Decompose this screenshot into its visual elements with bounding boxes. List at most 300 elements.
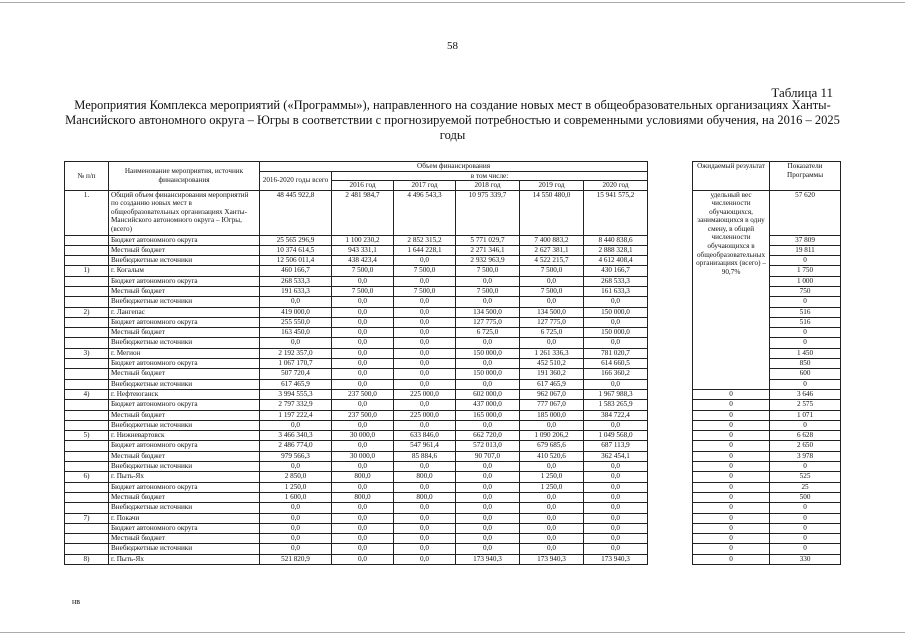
cell-y2019: 7 400 883,2 — [520, 235, 584, 245]
spacer-cell — [648, 554, 693, 564]
cell-y2020: 0,0 — [584, 482, 648, 492]
row-name: Бюджет автономного округа — [109, 235, 260, 245]
cell-y2018: 0,0 — [456, 276, 520, 286]
cell-total: 507 720,4 — [260, 369, 332, 379]
spacer-cell — [648, 420, 693, 430]
cell-total: 3 994 555,3 — [260, 389, 332, 399]
cell-y2018: 572 013,0 — [456, 441, 520, 451]
cell-indicator: 0 — [770, 379, 841, 389]
header-total: 2016-2020 годы всего — [260, 171, 332, 190]
row-number — [65, 328, 109, 338]
cell-indicator: 525 — [770, 472, 841, 482]
row-number — [65, 297, 109, 307]
cell-y2016: 0,0 — [332, 523, 394, 533]
cell-y2020: 2 888 328,1 — [584, 245, 648, 255]
cell-indicator: 0 — [770, 338, 841, 348]
table-row — [65, 492, 841, 502]
cell-y2017: 2 852 315,2 — [394, 235, 456, 245]
cell-result: 0 — [693, 462, 770, 472]
cell-indicator: 0 — [770, 523, 841, 533]
cell-total: 48 445 922,8 — [260, 190, 332, 235]
table-row — [65, 190, 841, 235]
table-row — [65, 462, 841, 472]
row-number — [65, 317, 109, 327]
row-number — [65, 276, 109, 286]
cell-result: 0 — [693, 482, 770, 492]
cell-y2020: 150 000,0 — [584, 328, 648, 338]
cell-total: 0,0 — [260, 544, 332, 554]
cell-indicator: 850 — [770, 359, 841, 369]
cell-y2016: 943 331,1 — [332, 245, 394, 255]
cell-indicator: 25 — [770, 482, 841, 492]
cell-y2017: 7 500,0 — [394, 286, 456, 296]
cell-y2019: 1 261 336,3 — [520, 348, 584, 358]
cell-y2019: 679 685,6 — [520, 441, 584, 451]
row-name: Местный бюджет — [109, 451, 260, 461]
cell-y2016: 0,0 — [332, 503, 394, 513]
row-name: г. Лангепас — [109, 307, 260, 317]
row-name: Местный бюджет — [109, 286, 260, 296]
cell-y2018: 0,0 — [456, 359, 520, 369]
cell-y2019: 14 550 480,0 — [520, 190, 584, 235]
row-name: г. Пыть-Ях — [109, 554, 260, 564]
row-number: 8) — [65, 554, 109, 564]
cell-y2018: 7 500,0 — [456, 266, 520, 276]
footer-mark: нв — [72, 597, 81, 606]
cell-indicator: 516 — [770, 317, 841, 327]
cell-y2018: 437 000,0 — [456, 400, 520, 410]
cell-y2018: 7 500,0 — [456, 286, 520, 296]
cell-y2016: 30 000,0 — [332, 431, 394, 441]
cell-total: 12 506 011,4 — [260, 256, 332, 266]
cell-y2018: 5 771 029,7 — [456, 235, 520, 245]
header-2018: 2018 год — [456, 181, 520, 191]
cell-result: 0 — [693, 451, 770, 461]
cell-total: 0,0 — [260, 503, 332, 513]
cell-y2017: 0,0 — [394, 338, 456, 348]
cell-y2017: 225 000,0 — [394, 410, 456, 420]
row-name: г. Когалым — [109, 266, 260, 276]
row-name: Бюджет автономного округа — [109, 523, 260, 533]
cell-indicator: 0 — [770, 534, 841, 544]
cell-y2020: 0,0 — [584, 503, 648, 513]
cell-indicator: 0 — [770, 256, 841, 266]
row-name: г. Нефтеюганск — [109, 389, 260, 399]
cell-y2016: 0,0 — [332, 307, 394, 317]
cell-total: 2 192 357,0 — [260, 348, 332, 358]
cell-indicator: 0 — [770, 503, 841, 513]
spacer-cell — [648, 400, 693, 410]
cell-indicator: 3 978 — [770, 451, 841, 461]
cell-y2019: 173 940,3 — [520, 554, 584, 564]
spacer-cell — [648, 462, 693, 472]
header-spacer — [648, 162, 693, 191]
cell-y2020: 0,0 — [584, 472, 648, 482]
cell-y2020: 614 660,5 — [584, 359, 648, 369]
header-including: в том числе: — [332, 171, 648, 181]
cell-y2016: 0,0 — [332, 554, 394, 564]
row-name: г. Мегион — [109, 348, 260, 358]
cell-y2019: 2 627 381,1 — [520, 245, 584, 255]
cell-y2016: 237 500,0 — [332, 410, 394, 420]
row-name: Местный бюджет — [109, 328, 260, 338]
header-name: Наименование мероприятия, источник финансирования — [109, 162, 260, 191]
cell-y2020: 384 722,4 — [584, 410, 648, 420]
cell-total: 268 533,3 — [260, 276, 332, 286]
cell-result: 0 — [693, 431, 770, 441]
header-2017: 2017 год — [394, 181, 456, 191]
header-2016: 2016 год — [332, 181, 394, 191]
cell-total: 2 797 332,9 — [260, 400, 332, 410]
cell-total: 2 486 774,0 — [260, 441, 332, 451]
cell-indicator: 6 628 — [770, 431, 841, 441]
cell-total: 979 566,3 — [260, 451, 332, 461]
row-number — [65, 482, 109, 492]
table-row — [65, 451, 841, 461]
cell-y2018: 150 000,0 — [456, 369, 520, 379]
cell-total: 1 197 222,4 — [260, 410, 332, 420]
cell-y2017: 0,0 — [394, 544, 456, 554]
cell-total: 0,0 — [260, 338, 332, 348]
cell-y2016: 0,0 — [332, 544, 394, 554]
cell-y2018: 150 000,0 — [456, 348, 520, 358]
cell-y2019: 7 500,0 — [520, 266, 584, 276]
row-number: 1. — [65, 190, 109, 235]
row-number — [65, 462, 109, 472]
cell-y2017: 633 846,0 — [394, 431, 456, 441]
cell-y2020: 15 941 575,2 — [584, 190, 648, 235]
cell-y2019: 185 000,0 — [520, 410, 584, 420]
cell-indicator: 1 000 — [770, 276, 841, 286]
spacer-cell — [648, 389, 693, 399]
cell-total: 0,0 — [260, 297, 332, 307]
cell-y2020: 0,0 — [584, 338, 648, 348]
cell-y2019: 617 465,9 — [520, 379, 584, 389]
row-name: Бюджет автономного округа — [109, 276, 260, 286]
spacer-cell — [648, 472, 693, 482]
financing-table-container — [64, 161, 840, 565]
cell-indicator: 3 646 — [770, 389, 841, 399]
cell-y2016: 7 500,0 — [332, 286, 394, 296]
cell-result: 0 — [693, 400, 770, 410]
cell-indicator: 0 — [770, 328, 841, 338]
cell-y2020: 687 113,9 — [584, 441, 648, 451]
cell-y2019: 962 067,0 — [520, 389, 584, 399]
cell-y2019: 0,0 — [520, 297, 584, 307]
cell-result: 0 — [693, 554, 770, 564]
cell-y2016: 0,0 — [332, 297, 394, 307]
cell-y2017: 0,0 — [394, 359, 456, 369]
spacer-cell — [648, 544, 693, 554]
row-number — [65, 256, 109, 266]
cell-y2018: 0,0 — [456, 420, 520, 430]
row-number — [65, 400, 109, 410]
table-row — [65, 482, 841, 492]
row-number — [65, 235, 109, 245]
cell-y2016: 0,0 — [332, 420, 394, 430]
cell-y2019: 134 500,0 — [520, 307, 584, 317]
cell-result: 0 — [693, 513, 770, 523]
header-num: № п/п — [65, 162, 109, 191]
row-number: 1) — [65, 266, 109, 276]
cell-y2019: 452 510,2 — [520, 359, 584, 369]
cell-y2018: 0,0 — [456, 544, 520, 554]
spacer-cell — [648, 431, 693, 441]
cell-y2016: 237 500,0 — [332, 389, 394, 399]
cell-result: 0 — [693, 420, 770, 430]
row-number: 6) — [65, 472, 109, 482]
cell-total: 419 000,0 — [260, 307, 332, 317]
cell-indicator: 0 — [770, 544, 841, 554]
cell-total: 0,0 — [260, 513, 332, 523]
row-number — [65, 286, 109, 296]
cell-total: 0,0 — [260, 420, 332, 430]
spacer-cell — [648, 451, 693, 461]
cell-y2016: 0,0 — [332, 328, 394, 338]
cell-total: 0,0 — [260, 534, 332, 544]
table-row — [65, 410, 841, 420]
cell-y2016: 800,0 — [332, 492, 394, 502]
table-row — [65, 523, 841, 533]
cell-y2018: 0,0 — [456, 338, 520, 348]
row-name: Внебюджетные источники — [109, 256, 260, 266]
cell-y2016: 30 000,0 — [332, 451, 394, 461]
row-number — [65, 441, 109, 451]
cell-y2016: 0,0 — [332, 462, 394, 472]
cell-y2017: 0,0 — [394, 317, 456, 327]
row-number — [65, 410, 109, 420]
row-number — [65, 534, 109, 544]
row-number — [65, 451, 109, 461]
cell-y2017: 0,0 — [394, 554, 456, 564]
cell-indicator: 1 450 — [770, 348, 841, 358]
cell-y2019: 410 520,6 — [520, 451, 584, 461]
cell-y2020: 0,0 — [584, 462, 648, 472]
cell-total: 1 250,0 — [260, 482, 332, 492]
cell-y2018: 602 000,0 — [456, 389, 520, 399]
spacer-cell — [648, 523, 693, 533]
table-label: Таблица 11 — [771, 85, 833, 100]
cell-y2016: 0,0 — [332, 348, 394, 358]
document-title: Мероприятия Комплекса мероприятий («Программы»), направленного на создание новых мест в общеобразовательных организациях Ханты-Мансийского автономного округа – Югры в соответствии с прогнозируемой потребностью и современными условиями обучения, на 2016 – 2025 годы — [65, 98, 840, 142]
cell-y2017: 7 500,0 — [394, 266, 456, 276]
row-name: Внебюджетные источники — [109, 338, 260, 348]
cell-total: 163 450,0 — [260, 328, 332, 338]
cell-y2019: 0,0 — [520, 523, 584, 533]
cell-y2019: 0,0 — [520, 492, 584, 502]
table-row — [65, 513, 841, 523]
cell-y2020: 1 049 568,0 — [584, 431, 648, 441]
cell-y2020: 0,0 — [584, 420, 648, 430]
cell-y2016: 2 481 984,7 — [332, 190, 394, 235]
row-name: г. Покачи — [109, 513, 260, 523]
cell-y2017: 0,0 — [394, 369, 456, 379]
cell-result: 0 — [693, 492, 770, 502]
cell-result: 0 — [693, 503, 770, 513]
table-row — [65, 389, 841, 399]
cell-y2017: 0,0 — [394, 482, 456, 492]
row-number — [65, 359, 109, 369]
cell-y2019: 0,0 — [520, 503, 584, 513]
cell-indicator: 1 071 — [770, 410, 841, 420]
cell-indicator: 0 — [770, 420, 841, 430]
cell-indicator: 37 809 — [770, 235, 841, 245]
cell-y2020: 8 440 838,6 — [584, 235, 648, 245]
row-number: 4) — [65, 389, 109, 399]
row-name: Общий объем финансирования мероприятий по созданию новых мест в общеобразовательных организациях Ханты-Мансийского автономного округа – Югры, (всего) — [109, 190, 260, 235]
row-number — [65, 420, 109, 430]
cell-y2018: 173 940,3 — [456, 554, 520, 564]
row-number — [65, 523, 109, 533]
cell-total: 191 633,3 — [260, 286, 332, 296]
table-row — [65, 554, 841, 564]
cell-y2018: 90 707,0 — [456, 451, 520, 461]
cell-y2016: 1 100 230,2 — [332, 235, 394, 245]
cell-y2018: 127 775,0 — [456, 317, 520, 327]
cell-y2019: 777 067,0 — [520, 400, 584, 410]
scan-edge-bottom — [0, 632, 905, 633]
cell-y2019: 0,0 — [520, 462, 584, 472]
cell-y2017: 0,0 — [394, 400, 456, 410]
cell-y2020: 166 360,2 — [584, 369, 648, 379]
cell-y2019: 127 775,0 — [520, 317, 584, 327]
cell-indicator: 1 750 — [770, 266, 841, 276]
header-financing: Объем финансирования — [260, 162, 648, 172]
cell-y2019: 1 090 206,2 — [520, 431, 584, 441]
cell-y2016: 0,0 — [332, 441, 394, 451]
row-name: Местный бюджет — [109, 410, 260, 420]
cell-indicator: 2 650 — [770, 441, 841, 451]
row-name: г. Пыть-Ях — [109, 472, 260, 482]
cell-y2017: 547 961,4 — [394, 441, 456, 451]
cell-total: 460 166,7 — [260, 266, 332, 276]
cell-y2020: 0,0 — [584, 544, 648, 554]
cell-y2020: 781 020,7 — [584, 348, 648, 358]
table-row — [65, 503, 841, 513]
cell-y2020: 430 166,7 — [584, 266, 648, 276]
cell-y2019: 0,0 — [520, 544, 584, 554]
row-name: Внебюджетные источники — [109, 379, 260, 389]
cell-y2017: 800,0 — [394, 472, 456, 482]
cell-y2018: 10 975 339,7 — [456, 190, 520, 235]
header-indicators: Показатели Программы — [770, 162, 841, 191]
row-name: г. Нижневартовск — [109, 431, 260, 441]
cell-result: 0 — [693, 523, 770, 533]
spacer-cell — [648, 190, 693, 389]
cell-y2017: 0,0 — [394, 420, 456, 430]
cell-y2020: 0,0 — [584, 513, 648, 523]
cell-y2020: 150 000,0 — [584, 307, 648, 317]
cell-y2017: 0,0 — [394, 297, 456, 307]
cell-total: 10 374 614,5 — [260, 245, 332, 255]
cell-indicator: 516 — [770, 307, 841, 317]
cell-total: 3 466 340,3 — [260, 431, 332, 441]
cell-y2016: 0,0 — [332, 338, 394, 348]
spacer-cell — [648, 534, 693, 544]
header-result: Ожидаемый результат — [693, 162, 770, 191]
row-number — [65, 245, 109, 255]
table-row — [65, 420, 841, 430]
spacer-cell — [648, 503, 693, 513]
table-row — [65, 544, 841, 554]
cell-result: 0 — [693, 544, 770, 554]
cell-y2020: 1 583 265,9 — [584, 400, 648, 410]
cell-y2016: 0,0 — [332, 482, 394, 492]
page-number: 58 — [447, 40, 458, 52]
row-name: Внебюджетные источники — [109, 297, 260, 307]
cell-indicator: 0 — [770, 462, 841, 472]
cell-y2019: 0,0 — [520, 420, 584, 430]
cell-indicator: 750 — [770, 286, 841, 296]
cell-y2016: 0,0 — [332, 359, 394, 369]
cell-y2020: 0,0 — [584, 379, 648, 389]
cell-total: 521 820,9 — [260, 554, 332, 564]
cell-total: 1 067 170,7 — [260, 359, 332, 369]
expected-result-text: удельный вес численности обучающихся, занимающихся в одну смену, в общей численности обучающихся в общеобразовательных организациях (всего) – 90,7% — [693, 190, 770, 389]
table-row — [65, 431, 841, 441]
cell-y2018: 0,0 — [456, 379, 520, 389]
cell-y2020: 362 454,1 — [584, 451, 648, 461]
cell-y2017: 0,0 — [394, 256, 456, 266]
cell-y2016: 0,0 — [332, 369, 394, 379]
cell-total: 617 465,9 — [260, 379, 332, 389]
cell-y2019: 6 725,0 — [520, 328, 584, 338]
row-name: Внебюджетные источники — [109, 503, 260, 513]
cell-y2017: 225 000,0 — [394, 389, 456, 399]
cell-y2017: 0,0 — [394, 379, 456, 389]
row-name: Бюджет автономного округа — [109, 317, 260, 327]
cell-total: 1 600,0 — [260, 492, 332, 502]
row-number — [65, 492, 109, 502]
cell-result: 0 — [693, 410, 770, 420]
cell-y2017: 0,0 — [394, 513, 456, 523]
cell-y2017: 0,0 — [394, 523, 456, 533]
row-number — [65, 544, 109, 554]
row-name: Внебюджетные источники — [109, 544, 260, 554]
table-row — [65, 400, 841, 410]
cell-y2020: 161 633,3 — [584, 286, 648, 296]
cell-y2017: 0,0 — [394, 276, 456, 286]
cell-result: 0 — [693, 389, 770, 399]
cell-y2016: 0,0 — [332, 513, 394, 523]
cell-y2018: 2 271 346,1 — [456, 245, 520, 255]
cell-y2019: 0,0 — [520, 534, 584, 544]
cell-y2018: 0,0 — [456, 503, 520, 513]
cell-total: 25 565 296,9 — [260, 235, 332, 245]
cell-indicator: 2 575 — [770, 400, 841, 410]
cell-y2017: 0,0 — [394, 348, 456, 358]
cell-y2017: 1 644 228,1 — [394, 245, 456, 255]
cell-y2020: 0,0 — [584, 534, 648, 544]
cell-y2018: 0,0 — [456, 482, 520, 492]
cell-y2019: 0,0 — [520, 276, 584, 286]
row-name: Местный бюджет — [109, 369, 260, 379]
cell-total: 0,0 — [260, 462, 332, 472]
table-row — [65, 472, 841, 482]
cell-total: 2 850,0 — [260, 472, 332, 482]
cell-y2016: 0,0 — [332, 534, 394, 544]
table-body — [65, 190, 841, 565]
scan-edge-top — [0, 2, 905, 3]
row-number: 2) — [65, 307, 109, 317]
row-number — [65, 369, 109, 379]
row-number — [65, 338, 109, 348]
cell-y2019: 4 522 215,7 — [520, 256, 584, 266]
row-name: Бюджет автономного округа — [109, 400, 260, 410]
table-row — [65, 441, 841, 451]
row-name: Внебюджетные источники — [109, 420, 260, 430]
row-number — [65, 379, 109, 389]
